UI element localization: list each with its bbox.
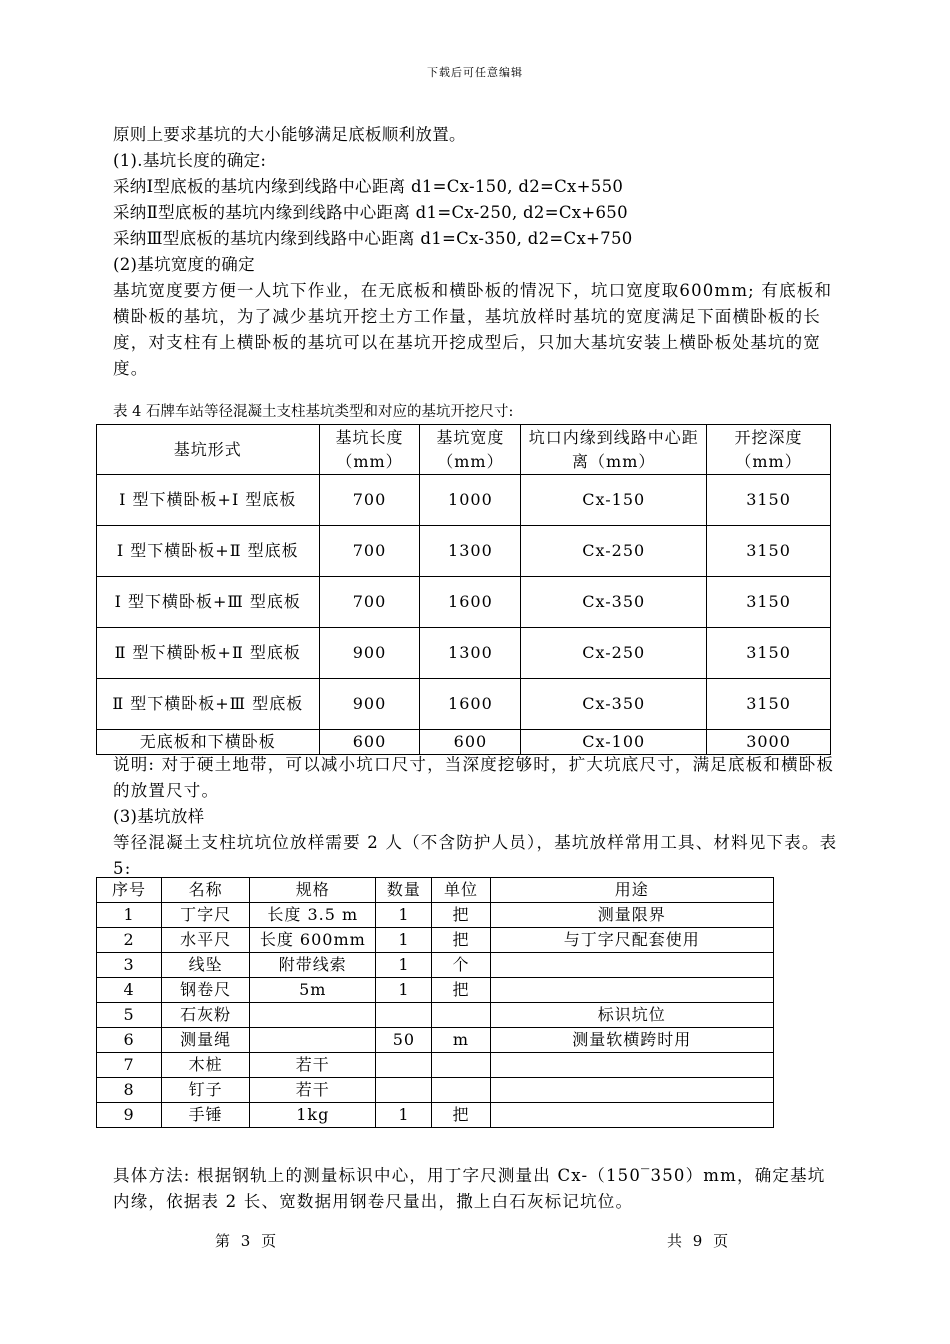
page-number: 第 3 页 xyxy=(215,1232,280,1250)
table5-cell: 丁字尺 xyxy=(162,903,250,928)
table4-row xyxy=(97,730,831,755)
total-pages: 共 9 页 xyxy=(667,1232,732,1250)
table4-cell: Cx-250 xyxy=(521,628,707,679)
table5-cell: 长度 600mm xyxy=(250,928,376,953)
intro-section xyxy=(113,122,838,382)
table5-row xyxy=(97,1103,774,1128)
intro-line: 采纳Ⅰ型底板的基坑内缘到线路中心距离 d1=Cx-150, d2=Cx+550 xyxy=(113,177,624,196)
table5-row xyxy=(97,1003,774,1028)
table5-cell xyxy=(376,1053,432,1078)
table5-header-cell: 规格 xyxy=(250,878,376,903)
intro-line: (1).基坑长度的确定: xyxy=(113,151,267,170)
table5-cell: 标识坑位 xyxy=(490,1003,773,1028)
page-header: 下载后可任意编辑 xyxy=(427,66,523,79)
table5-cell xyxy=(376,1078,432,1103)
table4-header-cell: 基坑长度（mm） xyxy=(319,425,420,475)
table4-header-row xyxy=(97,425,831,475)
table5-cell: 测量限界 xyxy=(490,903,773,928)
table5-cell: 个 xyxy=(432,953,490,978)
section3 xyxy=(113,752,838,882)
table4-row xyxy=(97,475,831,526)
intro-line: 采纳Ⅲ型底板的基坑内缘到线路中心距离 d1=Cx-350, d2=Cx+750 xyxy=(113,229,633,248)
table5-cell: 5 xyxy=(97,1003,162,1028)
table5-cell xyxy=(490,953,773,978)
table4-cell: 3150 xyxy=(707,526,831,577)
table5-row xyxy=(97,978,774,1003)
table4-cell: 3000 xyxy=(707,730,831,755)
table5-cell: 测量软横跨时用 xyxy=(490,1028,773,1053)
table4-cell: 700 xyxy=(319,526,420,577)
table4-row xyxy=(97,526,831,577)
table4-header-cell: 基坑形式 xyxy=(97,425,320,475)
table4-header-cell: 开挖深度（mm） xyxy=(707,425,831,475)
table4-cell: 600 xyxy=(319,730,420,755)
table5-row xyxy=(97,1053,774,1078)
table4-cell: Cx-350 xyxy=(521,679,707,730)
table4-cell: 900 xyxy=(319,679,420,730)
table5-row xyxy=(97,928,774,953)
table5-cell: 与丁字尺配套使用 xyxy=(490,928,773,953)
table5-cell: 钉子 xyxy=(162,1078,250,1103)
table5-cell: 把 xyxy=(432,928,490,953)
table4-cell: 1300 xyxy=(420,526,521,577)
table5-cell: 5m xyxy=(250,978,376,1003)
table5-cell: 8 xyxy=(97,1078,162,1103)
table4-cell: 无底板和下横卧板 xyxy=(97,730,320,755)
table4-cell: Ⅱ 型下横卧板+Ⅱ 型底板 xyxy=(97,628,320,679)
table5-row xyxy=(97,903,774,928)
table4-cell: Ⅰ 型下横卧板+Ⅱ 型底板 xyxy=(97,526,320,577)
table5-cell: 1 xyxy=(376,903,432,928)
section3-text: 等径混凝土支柱坑坑位放样需要 2 人（不含防护人员），基坑放样常用工具、材料见下表。表 5: xyxy=(113,833,838,878)
table4-caption: 表 4 石牌车站等径混凝土支柱基坑类型和对应的基坑开挖尺寸: xyxy=(113,404,514,420)
table5-header-cell: 用途 xyxy=(490,878,773,903)
table4-cell: Ⅰ 型下横卧板+Ⅰ 型底板 xyxy=(97,475,320,526)
table5-row xyxy=(97,953,774,978)
table5-row xyxy=(97,1028,774,1053)
table5-cell: 1kg xyxy=(250,1103,376,1128)
table4-cell: Cx-150 xyxy=(521,475,707,526)
table5-cell: 2 xyxy=(97,928,162,953)
table5-cell: 7 xyxy=(97,1053,162,1078)
table5-cell xyxy=(490,1078,773,1103)
table4 xyxy=(96,424,831,755)
table5-cell: 若干 xyxy=(250,1053,376,1078)
table4-cell: 3150 xyxy=(707,679,831,730)
table4-cell: 700 xyxy=(319,475,420,526)
table5-cell: 1 xyxy=(376,978,432,1003)
table4-cell: Cx-100 xyxy=(521,730,707,755)
method-text: 具体方法: 根据钢轨上的测量标识中心，用丁字尺测量出 Cx-（150‾350）mm，确定基坑内缘，依据表 2 长、宽数据用钢卷尺量出，撒上白石灰标记坑位。 xyxy=(113,1166,826,1211)
table5-header-cell: 序号 xyxy=(97,878,162,903)
table4-cell: 700 xyxy=(319,577,420,628)
table5-cell: 1 xyxy=(376,953,432,978)
width-paragraph: 基坑宽度要方便一人坑下作业，在无底板和横卧板的情况下，坑口宽度取600mm; 有底板和横卧板的基坑，为了减少基坑开挖土方工作量，基坑放样时基坑的宽度满足下面横卧板的长度，对支柱有上横卧板的基坑可以在基坑开挖成型后，只加大基坑安装上横卧板处基坑的宽度。 xyxy=(113,281,833,378)
table5-cell xyxy=(432,1003,490,1028)
table4-cell: Cx-250 xyxy=(521,526,707,577)
table5-cell: 1 xyxy=(376,928,432,953)
table5-cell: 50 xyxy=(376,1028,432,1053)
table4-row xyxy=(97,679,831,730)
table5-cell: 把 xyxy=(432,903,490,928)
table4-cell: 3150 xyxy=(707,577,831,628)
table4-cell: 1600 xyxy=(420,577,521,628)
table5-header-cell: 单位 xyxy=(432,878,490,903)
table4-row xyxy=(97,628,831,679)
intro-line: (2)基坑宽度的确定 xyxy=(113,255,255,274)
table5-header-row xyxy=(97,878,774,903)
table5-cell: 4 xyxy=(97,978,162,1003)
table5-cell xyxy=(432,1053,490,1078)
table4-cell: 3150 xyxy=(707,475,831,526)
intro-line: 采纳Ⅱ型底板的基坑内缘到线路中心距离 d1=Cx-250, d2=Cx+650 xyxy=(113,203,628,222)
table5-header-cell: 名称 xyxy=(162,878,250,903)
table5-cell: 水平尺 xyxy=(162,928,250,953)
table5-cell: 测量绳 xyxy=(162,1028,250,1053)
section3-title: (3)基坑放样 xyxy=(113,807,205,826)
table5-cell: 1 xyxy=(97,903,162,928)
table5-cell: 长度 3.5 m xyxy=(250,903,376,928)
table5-cell: 线坠 xyxy=(162,953,250,978)
table5-cell: 1 xyxy=(376,1103,432,1128)
table5 xyxy=(96,877,774,1128)
table5-cell: 把 xyxy=(432,1103,490,1128)
table5-cell: 若干 xyxy=(250,1078,376,1103)
table5-cell: 木桩 xyxy=(162,1053,250,1078)
table5-cell: 3 xyxy=(97,953,162,978)
intro-line: 原则上要求基坑的大小能够满足底板顺利放置。 xyxy=(113,125,466,144)
table4-cell: Ⅰ 型下横卧板+Ⅲ 型底板 xyxy=(97,577,320,628)
table5-cell xyxy=(376,1003,432,1028)
table5-cell xyxy=(250,1028,376,1053)
table4-cell: Cx-350 xyxy=(521,577,707,628)
table5-cell: 附带线索 xyxy=(250,953,376,978)
table5-cell xyxy=(250,1003,376,1028)
table4-note: 说明: 对于硬土地带，可以减小坑口尺寸，当深度挖够时，扩大坑底尺寸，满足底板和横卧板的放置尺寸。 xyxy=(113,755,835,800)
table4-cell: 1000 xyxy=(420,475,521,526)
table5-header-cell: 数量 xyxy=(376,878,432,903)
table5-cell: m xyxy=(432,1028,490,1053)
method-section xyxy=(113,1163,838,1215)
table4-cell: 1600 xyxy=(420,679,521,730)
table4-cell: 3150 xyxy=(707,628,831,679)
table4-cell: 600 xyxy=(420,730,521,755)
table5-row xyxy=(97,1078,774,1103)
table5-cell: 石灰粉 xyxy=(162,1003,250,1028)
table5-cell xyxy=(432,1078,490,1103)
table5-cell: 手锤 xyxy=(162,1103,250,1128)
table4-header-cell: 坑口内缘到线路中心距离（mm） xyxy=(521,425,707,475)
table5-cell: 把 xyxy=(432,978,490,1003)
table5-cell: 6 xyxy=(97,1028,162,1053)
table5-cell: 钢卷尺 xyxy=(162,978,250,1003)
table5-cell xyxy=(490,978,773,1003)
table5-cell: 9 xyxy=(97,1103,162,1128)
table4-cell: Ⅱ 型下横卧板+Ⅲ 型底板 xyxy=(97,679,320,730)
table4-header-cell: 基坑宽度（mm） xyxy=(420,425,521,475)
table4-row xyxy=(97,577,831,628)
table4-cell: 900 xyxy=(319,628,420,679)
table4-cell: 1300 xyxy=(420,628,521,679)
table5-cell xyxy=(490,1103,773,1128)
table5-cell xyxy=(490,1053,773,1078)
